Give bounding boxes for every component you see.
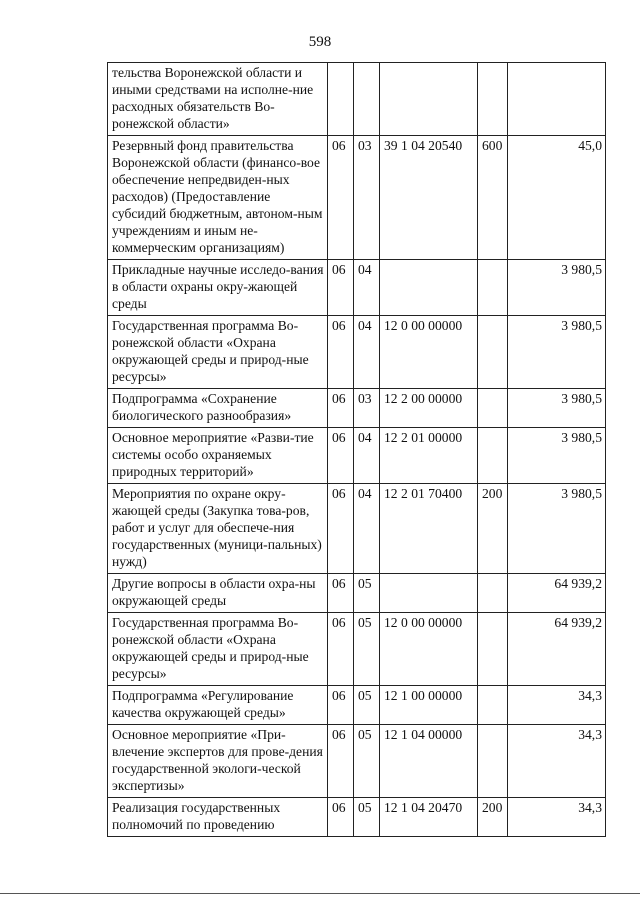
row-subsection-code: 04: [354, 428, 380, 484]
row-subsection-code: 03: [354, 136, 380, 260]
row-target-article-code: 12 0 00 00000: [380, 316, 478, 389]
row-expense-type-code: [478, 613, 508, 686]
row-name-cell: Прикладные научные исследо-вания в области охраны окру-жающей среды: [108, 260, 328, 316]
table-row: [108, 686, 606, 725]
table-row: [108, 484, 606, 574]
row-subsection-code: 05: [354, 798, 380, 837]
row-section-code: 06: [328, 316, 354, 389]
row-name-cell: Реализация государственных полномочий по проведению: [108, 798, 328, 837]
row-amount: 3 980,5: [508, 389, 606, 428]
table-row: [108, 136, 606, 260]
row-amount: 3 980,5: [508, 316, 606, 389]
row-subsection-code: 04: [354, 316, 380, 389]
row-subsection-code: 04: [354, 484, 380, 574]
row-subsection-code: 05: [354, 613, 380, 686]
row-amount: 64 939,2: [508, 574, 606, 613]
row-section-code: 06: [328, 686, 354, 725]
row-section-code: 06: [328, 389, 354, 428]
row-name-cell: Основное мероприятие «Разви-тие системы особо охраняемых природных территорий»: [108, 428, 328, 484]
row-target-article-code: 12 2 01 70400: [380, 484, 478, 574]
row-target-article-code: 12 1 04 00000: [380, 725, 478, 798]
row-expense-type-code: [478, 260, 508, 316]
row-amount: 64 939,2: [508, 613, 606, 686]
table-row: [108, 574, 606, 613]
row-amount: 45,0: [508, 136, 606, 260]
row-name-cell: Мероприятия по охране окру-жающей среды (Закупка това-ров, работ и услуг для обеспече-ния государственных (муници-пальных) нужд): [108, 484, 328, 574]
row-expense-type-code: 200: [478, 484, 508, 574]
row-section-code: 06: [328, 613, 354, 686]
table-row: [108, 63, 606, 136]
row-section-code: 06: [328, 574, 354, 613]
row-amount: 34,3: [508, 798, 606, 837]
row-name-cell: Государственная программа Во-ронежской области «Охрана окружающей среды и природ-ные ресурсы»: [108, 613, 328, 686]
row-amount: [508, 63, 606, 136]
row-expense-type-code: [478, 428, 508, 484]
row-expense-type-code: 600: [478, 136, 508, 260]
row-target-article-code: 12 1 00 00000: [380, 686, 478, 725]
row-subsection-code: 05: [354, 725, 380, 798]
page-number: 598: [308, 34, 332, 50]
row-name-cell: тельства Воронежской области и иными средствами на исполне-ние расходных обязательств Во-ронежской области»: [108, 63, 328, 136]
row-subsection-code: 05: [354, 686, 380, 725]
table-row: [108, 316, 606, 389]
row-expense-type-code: [478, 686, 508, 725]
table-row: [108, 798, 606, 837]
row-target-article-code: [380, 63, 478, 136]
row-name-cell: Основное мероприятие «При-влечение экспертов для прове-дения государственной экологи-ческой экспертизы»: [108, 725, 328, 798]
row-subsection-code: 03: [354, 389, 380, 428]
row-name-cell: Другие вопросы в области охра-ны окружающей среды: [108, 574, 328, 613]
table-row: [108, 613, 606, 686]
row-target-article-code: [380, 260, 478, 316]
row-name-cell: Резервный фонд правительства Воронежской области (финансо-вое обеспечение непредвиден-ных расходов) (Предоставление субсидий бюджетным, автоном-ным учреждениям и иным не-коммерческим организациям): [108, 136, 328, 260]
page-bottom-rule: [0, 893, 640, 894]
row-section-code: 06: [328, 428, 354, 484]
row-name-cell: Подпрограмма «Сохранение биологического разнообразия»: [108, 389, 328, 428]
row-expense-type-code: [478, 63, 508, 136]
row-expense-type-code: [478, 725, 508, 798]
table-row: [108, 260, 606, 316]
row-section-code: [328, 63, 354, 136]
row-amount: 3 980,5: [508, 260, 606, 316]
row-amount: 34,3: [508, 725, 606, 798]
row-section-code: 06: [328, 484, 354, 574]
row-target-article-code: 12 2 00 00000: [380, 389, 478, 428]
row-section-code: 06: [328, 798, 354, 837]
row-name-cell: Государственная программа Во-ронежской области «Охрана окружающей среды и природ-ные ресурсы»: [108, 316, 328, 389]
budget-table-body: [108, 63, 606, 837]
row-amount: 3 980,5: [508, 484, 606, 574]
row-amount: 34,3: [508, 686, 606, 725]
table-row: [108, 389, 606, 428]
row-expense-type-code: [478, 316, 508, 389]
row-name-cell: Подпрограмма «Регулирование качества окружающей среды»: [108, 686, 328, 725]
row-subsection-code: 05: [354, 574, 380, 613]
row-section-code: 06: [328, 260, 354, 316]
row-expense-type-code: 200: [478, 798, 508, 837]
row-target-article-code: 39 1 04 20540: [380, 136, 478, 260]
row-target-article-code: 12 0 00 00000: [380, 613, 478, 686]
row-section-code: 06: [328, 136, 354, 260]
row-section-code: 06: [328, 725, 354, 798]
budget-table: [107, 62, 606, 837]
table-row: [108, 725, 606, 798]
row-target-article-code: 12 1 04 20470: [380, 798, 478, 837]
row-target-article-code: [380, 574, 478, 613]
row-target-article-code: 12 2 01 00000: [380, 428, 478, 484]
row-subsection-code: [354, 63, 380, 136]
row-expense-type-code: [478, 574, 508, 613]
row-subsection-code: 04: [354, 260, 380, 316]
row-expense-type-code: [478, 389, 508, 428]
table-row: [108, 428, 606, 484]
row-amount: 3 980,5: [508, 428, 606, 484]
